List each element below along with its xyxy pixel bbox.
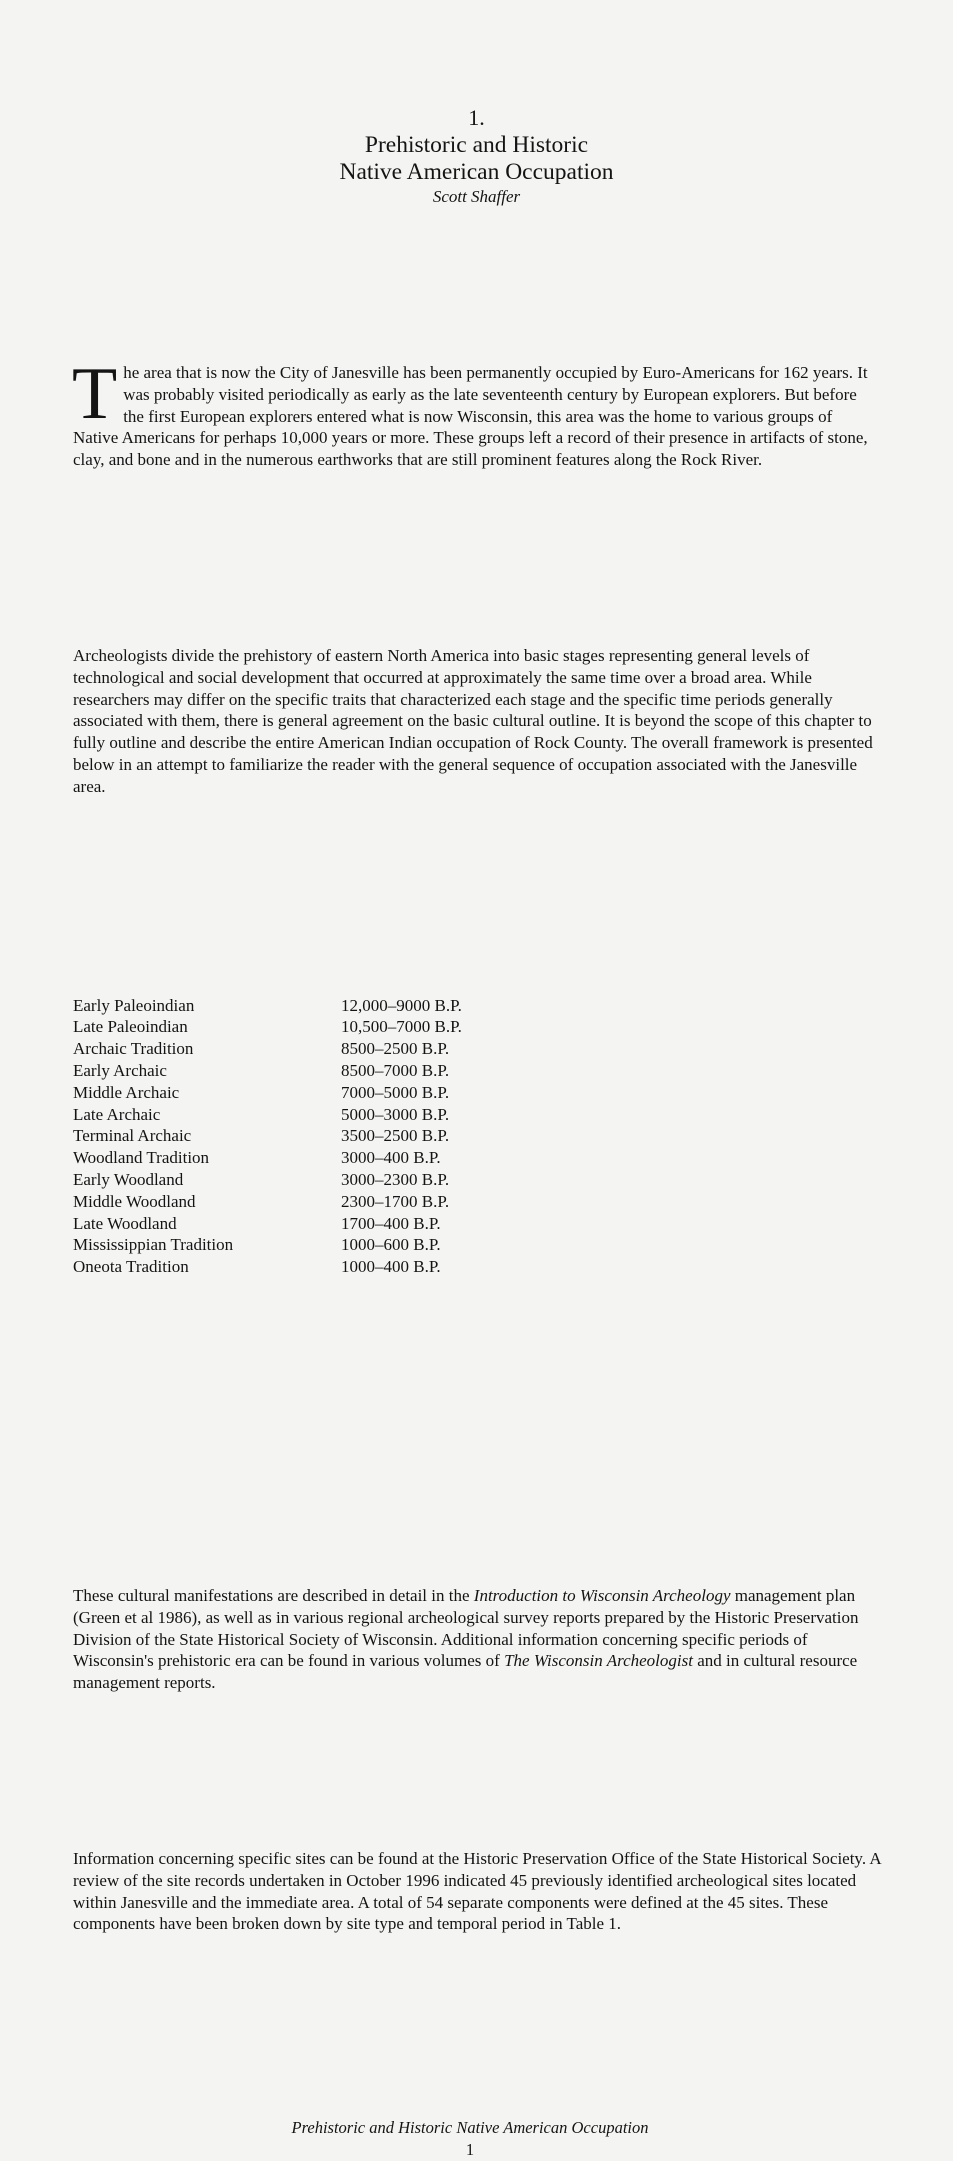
chapter-title-line-1: Prehistoric and Historic [364,132,589,158]
stage-dates: 3000–2300 B.P. [341,1169,450,1189]
stage-list [73,995,953,1278]
stage-dates: 5000–3000 B.P. [341,1104,450,1124]
stage-name: Terminal Archaic [73,1126,192,1146]
stage-name: Oneota Tradition [73,1257,189,1277]
stage-name: Early Woodland [73,1169,184,1189]
stage-dates: 1000–400 B.P. [341,1257,441,1277]
stage-dates: 2300–1700 B.P. [341,1191,450,1211]
paragraph-site-records: Information concerning specific sites can be found at the Historic Preservation Office of the State Historical Society. A review of the site records undertaken in October 1996 indicated 45 previously identified archeological sites located within Janesville and the immediate area. A total of 54 separate components were defined at the 45 sites. These components have been broken down by site type and temporal period in Table 1. [73,1848,881,1934]
page-number: 1 [465,2140,475,2160]
stage-dates: 1000–600 B.P. [341,1235,441,1255]
paragraph-stages-intro: Archeologists divide the prehistory of eastern North America into basic stages representing general levels of technological and social development that occurred at approximately the same time over a broad area. While researchers may differ on the specific traits that characterized each stage and the specific time periods generally associated with them, there is general agreement on the basic cultural outline. It is beyond the scope of this chapter to fully outline and describe the entire American Indian occupation of Rock County. The overall framework is presented below in an attempt to familiarize the reader with the general sequence of occupation associated with the Janesville area. [73,645,873,796]
stage-row [73,1147,953,1169]
page-footer [0,2117,940,2161]
stage-name: Mississippian Tradition [73,1235,234,1255]
stage-row [73,1213,953,1235]
paragraph-references-text-1: These cultural manifestations are described in detail in the [73,1585,474,1605]
stage-name: Middle Woodland [73,1191,196,1211]
stage-name: Late Archaic [73,1104,161,1124]
paragraph-references-text-2: management plan (Green et al 1986), as well as in various regional archeological survey reports prepared by the Historic Preservation Division of the State Historical Society of Wisconsin. Additional information concerning specific periods of Wisconsin's prehistoric era can be found in various volumes of [73,1585,859,1671]
stage-dates: 3500–2500 B.P. [341,1126,450,1146]
stage-name: Late Woodland [73,1213,177,1233]
stage-dates: 10,500–7000 B.P. [341,1017,462,1037]
running-title: Prehistoric and Historic Native American Occupation [291,2118,649,2138]
stage-row [73,995,953,1017]
stage-row [73,1191,953,1213]
stage-dates: 3000–400 B.P. [341,1148,441,1168]
book-title-intro-wisconsin-archeology: Introduction to Wisconsin Archeology [473,1585,731,1605]
intro-text: he area that is now the City of Janesville has been permanently occupied by Euro-Americans for 162 years. It was probably visited periodically as early as the late seventeenth century by European explorers. But before the first European explorers entered what is now Wisconsin, this area was the home to various groups of Native Americans for perhaps 10,000 years or more. These groups left a record of their presence in artifacts of stone, clay, and bone and in the numerous earthworks that are still prominent features along the Rock River. [73,363,868,470]
stage-dates: 8500–7000 B.P. [341,1060,450,1080]
stage-row [73,1256,953,1278]
stage-row [73,1169,953,1191]
stage-row [73,1016,953,1038]
stage-name: Late Paleoindian [73,1017,188,1037]
chapter-title-line-2: Native American Occupation [339,159,614,185]
paragraph-references-text-3: and in cultural resource management reports. [73,1651,858,1693]
stage-dates: 1700–400 B.P. [341,1213,441,1233]
stage-dates: 12,000–9000 B.P. [341,995,462,1015]
chapter-header [0,104,953,208]
intro-paragraph [72,353,881,471]
chapter-number: 1. [468,105,485,130]
stage-name: Early Paleoindian [73,995,195,1015]
stage-row [73,1125,953,1147]
stage-dates: 7000–5000 B.P. [341,1082,450,1102]
stage-name: Middle Archaic [73,1082,180,1102]
stage-name: Archaic Tradition [73,1039,194,1059]
stage-row [73,1038,953,1060]
stage-row [73,1082,953,1104]
stage-name: Early Archaic [73,1060,167,1080]
stage-name: Woodland Tradition [73,1148,210,1168]
stage-dates: 8500–2500 B.P. [341,1039,450,1059]
paragraph-references [73,1585,881,1694]
drop-cap: T [72,353,118,435]
journal-title-wisconsin-archeologist: The Wisconsin Archeologist [504,1651,693,1671]
stage-row [73,1060,953,1082]
author-name: Scott Shaffer [432,187,521,206]
stage-row [73,1104,953,1126]
stage-row [73,1234,953,1256]
